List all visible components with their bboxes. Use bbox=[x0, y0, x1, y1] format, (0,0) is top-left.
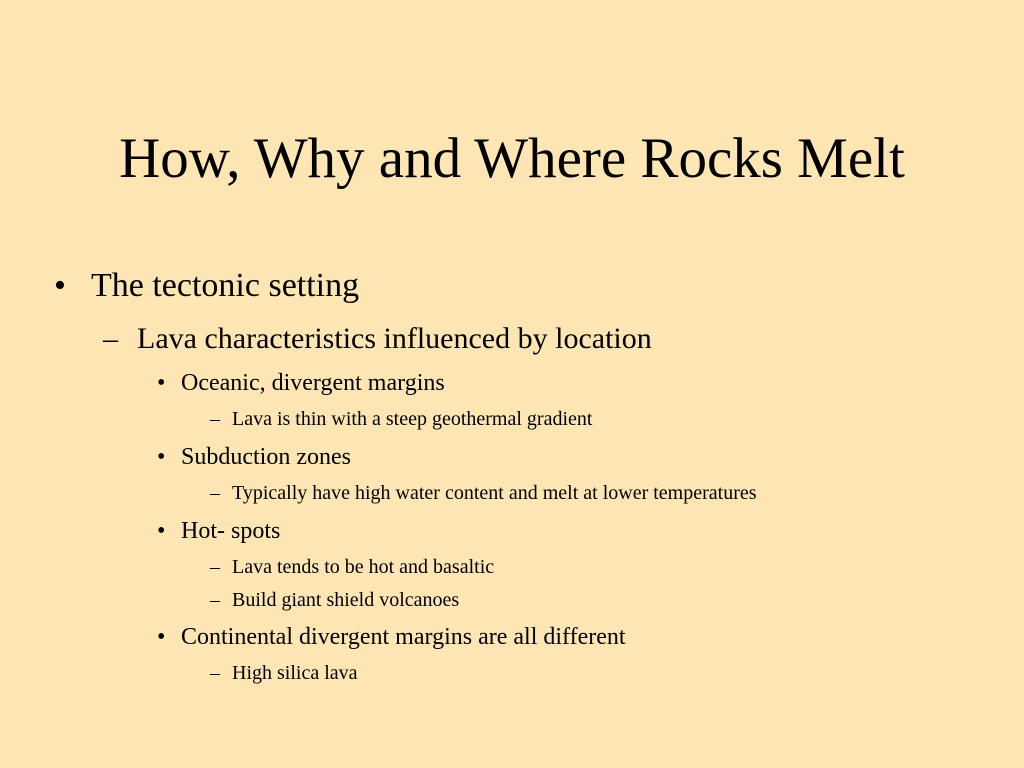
bullet-text: Typically have high water content and melt at lower temperatures bbox=[232, 482, 757, 504]
bullet-marker: – bbox=[210, 662, 220, 684]
bullet-text: Hot- spots bbox=[181, 518, 281, 544]
bullet-text: Oceanic, divergent margins bbox=[181, 370, 445, 396]
bullet-text: Subduction zones bbox=[181, 444, 351, 470]
bullet-marker: – bbox=[103, 322, 118, 355]
bullet-marker: – bbox=[210, 556, 220, 578]
bullet-marker: • bbox=[157, 370, 166, 396]
bullet-marker: – bbox=[210, 589, 220, 611]
bullet-text: Lava tends to be hot and basaltic bbox=[232, 556, 495, 578]
bullet-marker: • bbox=[54, 267, 66, 304]
bullet-text: Continental divergent margins are all different bbox=[181, 624, 626, 650]
bullet-text: High silica lava bbox=[232, 662, 358, 684]
bullet-text: Lava is thin with a steep geothermal gradient bbox=[232, 408, 593, 430]
bullet-marker: • bbox=[157, 518, 166, 544]
slide-title: How, Why and Where Rocks Melt bbox=[119, 127, 905, 190]
bullet-text: Lava characteristics influenced by location bbox=[137, 322, 652, 355]
bullet-text: The tectonic setting bbox=[91, 267, 360, 304]
bullet-marker: – bbox=[210, 482, 220, 504]
bullet-marker: – bbox=[210, 408, 220, 430]
bullet-marker: • bbox=[157, 444, 166, 470]
bullet-text: Build giant shield volcanoes bbox=[232, 589, 460, 611]
bullet-marker: • bbox=[157, 624, 166, 650]
